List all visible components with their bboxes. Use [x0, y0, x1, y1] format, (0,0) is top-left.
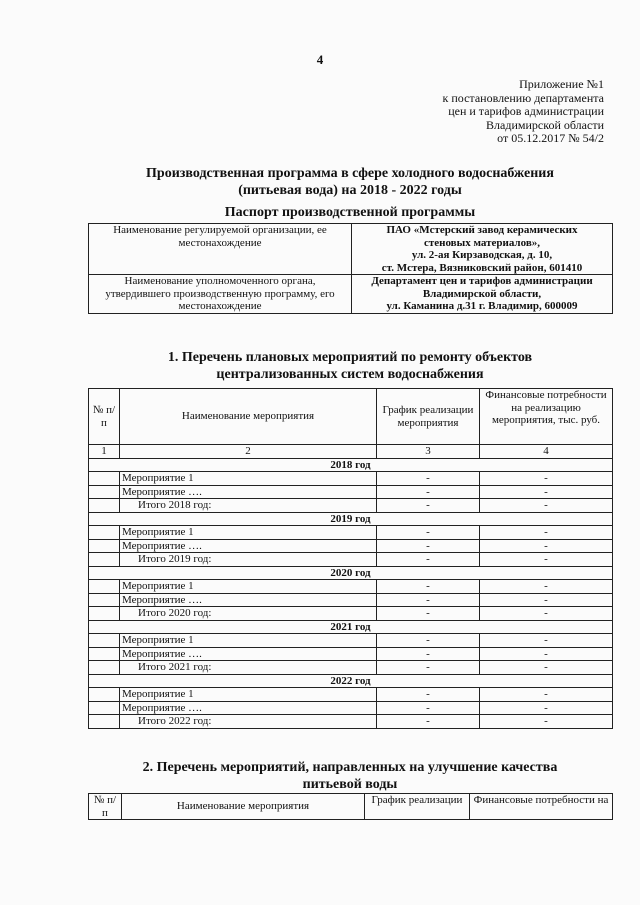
appendix-line: Приложение №1 — [519, 77, 604, 91]
column-number: 1 — [89, 445, 120, 459]
table-row — [89, 688, 613, 702]
table-row — [89, 701, 613, 715]
activity-name: Мероприятие 1 — [120, 526, 377, 540]
row-num — [89, 701, 120, 715]
column-number: 3 — [377, 445, 480, 459]
schedule-value: - — [377, 647, 480, 661]
schedule-value: - — [377, 593, 480, 607]
table-row — [89, 661, 613, 675]
finance-value: - — [480, 553, 613, 567]
table-row — [89, 485, 613, 499]
schedule-value: - — [377, 499, 480, 513]
table-header-row — [89, 794, 613, 820]
header-finance: Финансовые потребности на — [470, 794, 613, 820]
section-title-line: питьевой воды — [302, 777, 398, 792]
finance-value: - — [480, 634, 613, 648]
schedule-value: - — [377, 661, 480, 675]
year-row — [89, 674, 613, 688]
appendix-line: Владимирской области — [486, 117, 604, 132]
activity-name: Мероприятие 1 — [120, 580, 377, 594]
row-num — [89, 553, 120, 567]
row-num — [89, 647, 120, 661]
passport-value-line: ст. Мстера, Вязниковский район, 601410 — [381, 261, 583, 274]
schedule-value: - — [377, 580, 480, 594]
table-row — [89, 647, 613, 661]
appendix-block — [443, 78, 604, 146]
year-row — [89, 566, 613, 580]
passport-value-line: ул. 2-ая Кирзаводская, д. 10, — [411, 249, 553, 261]
table-row — [89, 275, 613, 314]
activity-name: Мероприятие …. — [120, 701, 377, 715]
total-label: Итого 2020 год: — [120, 607, 377, 621]
activity-name: Мероприятие …. — [120, 539, 377, 553]
appendix-line: к постановлению департамента — [442, 90, 604, 105]
header-schedule: График реализации мероприятия — [377, 389, 480, 445]
activity-name: Мероприятие …. — [120, 593, 377, 607]
row-num — [89, 634, 120, 648]
column-number: 2 — [120, 445, 377, 459]
title-line: (питьевая вода) на 2018 - 2022 годы — [238, 183, 462, 198]
section-title-line: централизованных систем водоснабжения — [216, 367, 484, 382]
finance-value: - — [480, 472, 613, 486]
column-number-row — [89, 445, 613, 459]
table-row — [89, 499, 613, 513]
schedule-value: - — [377, 715, 480, 729]
activity-name: Мероприятие 1 — [120, 634, 377, 648]
year-row — [89, 620, 613, 634]
year-heading: 2020 год — [89, 566, 613, 580]
schedule-value: - — [377, 634, 480, 648]
schedule-value: - — [377, 701, 480, 715]
finance-value: - — [480, 647, 613, 661]
total-label: Итого 2019 год: — [120, 553, 377, 567]
row-num — [89, 661, 120, 675]
finance-value: - — [480, 688, 613, 702]
finance-value: - — [480, 607, 613, 621]
schedule-value: - — [377, 472, 480, 486]
total-label: Итого 2018 год: — [120, 499, 377, 513]
finance-value: - — [480, 485, 613, 499]
schedule-value: - — [377, 553, 480, 567]
title-line: Производственная программа в сфере холодного водоснабжения — [146, 166, 554, 181]
year-heading: 2019 год — [89, 512, 613, 526]
row-num — [89, 607, 120, 621]
total-label: Итого 2021 год: — [120, 661, 377, 675]
activity-name: Мероприятие …. — [120, 647, 377, 661]
section1-title — [0, 349, 640, 383]
table-row — [89, 224, 613, 275]
passport-value — [352, 224, 613, 275]
page-number: 4 — [316, 52, 324, 67]
header-name: Наименование мероприятия — [122, 794, 365, 820]
schedule-value: - — [377, 526, 480, 540]
table-row — [89, 526, 613, 540]
header-finance: Финансовые потребности на реализацию мероприятия, тыс. руб. — [480, 389, 613, 445]
finance-value: - — [480, 526, 613, 540]
passport-label: Наименование регулируемой организации, ее местонахождение — [89, 224, 352, 275]
finance-value: - — [480, 580, 613, 594]
activity-name: Мероприятие 1 — [120, 688, 377, 702]
appendix-line: от 05.12.2017 № 54/2 — [497, 131, 604, 145]
year-heading: 2021 год — [89, 620, 613, 634]
finance-value: - — [480, 539, 613, 553]
section-title-line: 2. Перечень мероприятий, направленных на улучшение качества — [142, 760, 558, 775]
total-label: Итого 2022 год: — [120, 715, 377, 729]
row-num — [89, 715, 120, 729]
column-number: 4 — [480, 445, 613, 459]
row-num — [89, 539, 120, 553]
table-row — [89, 593, 613, 607]
header-num: № п/п — [89, 389, 120, 445]
row-num — [89, 485, 120, 499]
table-row — [89, 580, 613, 594]
passport-value-line: ул. Каманина д.31 г. Владимир, 600009 — [386, 300, 578, 312]
year-row — [89, 512, 613, 526]
table-header-row — [89, 389, 613, 445]
schedule-value: - — [377, 485, 480, 499]
finance-value: - — [480, 701, 613, 715]
row-num — [89, 593, 120, 607]
passport-value — [352, 275, 613, 314]
finance-value: - — [480, 715, 613, 729]
section-title-line: 1. Перечень плановых мероприятий по ремонту объектов — [167, 350, 533, 365]
passport-value-line: ПАО «Мстерский завод керамических — [386, 224, 578, 236]
table-row — [89, 472, 613, 486]
year-heading: 2018 год — [89, 458, 613, 472]
passport-title: Паспорт производственной программы — [224, 205, 476, 220]
header-num: № п/п — [89, 794, 122, 820]
section2-title — [0, 759, 640, 793]
passport-value-line: Департамент цен и тарифов администрации — [371, 275, 593, 287]
table-row — [89, 607, 613, 621]
table-row — [89, 634, 613, 648]
row-num — [89, 688, 120, 702]
passport-label: Наименование уполномоченного органа, утвердившего производственную программу, его местонахождение — [89, 275, 352, 314]
schedule-value: - — [377, 539, 480, 553]
activity-name: Мероприятие 1 — [120, 472, 377, 486]
quality-table — [88, 793, 613, 820]
activity-name: Мероприятие …. — [120, 485, 377, 499]
passport-table — [88, 223, 613, 314]
document-title — [0, 165, 640, 199]
table-row — [89, 539, 613, 553]
year-heading: 2022 год — [89, 674, 613, 688]
year-row — [89, 458, 613, 472]
repairs-table — [88, 388, 613, 729]
row-num — [89, 472, 120, 486]
schedule-value: - — [377, 688, 480, 702]
passport-value-line: Владимирской области, — [422, 287, 542, 300]
finance-value: - — [480, 593, 613, 607]
row-num — [89, 499, 120, 513]
header-schedule: График реализации — [365, 794, 470, 820]
row-num — [89, 580, 120, 594]
passport-value-line: стеновых материалов», — [423, 236, 541, 249]
row-num — [89, 526, 120, 540]
schedule-value: - — [377, 607, 480, 621]
table-row — [89, 715, 613, 729]
finance-value: - — [480, 499, 613, 513]
table-row — [89, 553, 613, 567]
finance-value: - — [480, 661, 613, 675]
appendix-line: цен и тарифов администрации — [448, 104, 604, 118]
header-name: Наименование мероприятия — [120, 389, 377, 445]
